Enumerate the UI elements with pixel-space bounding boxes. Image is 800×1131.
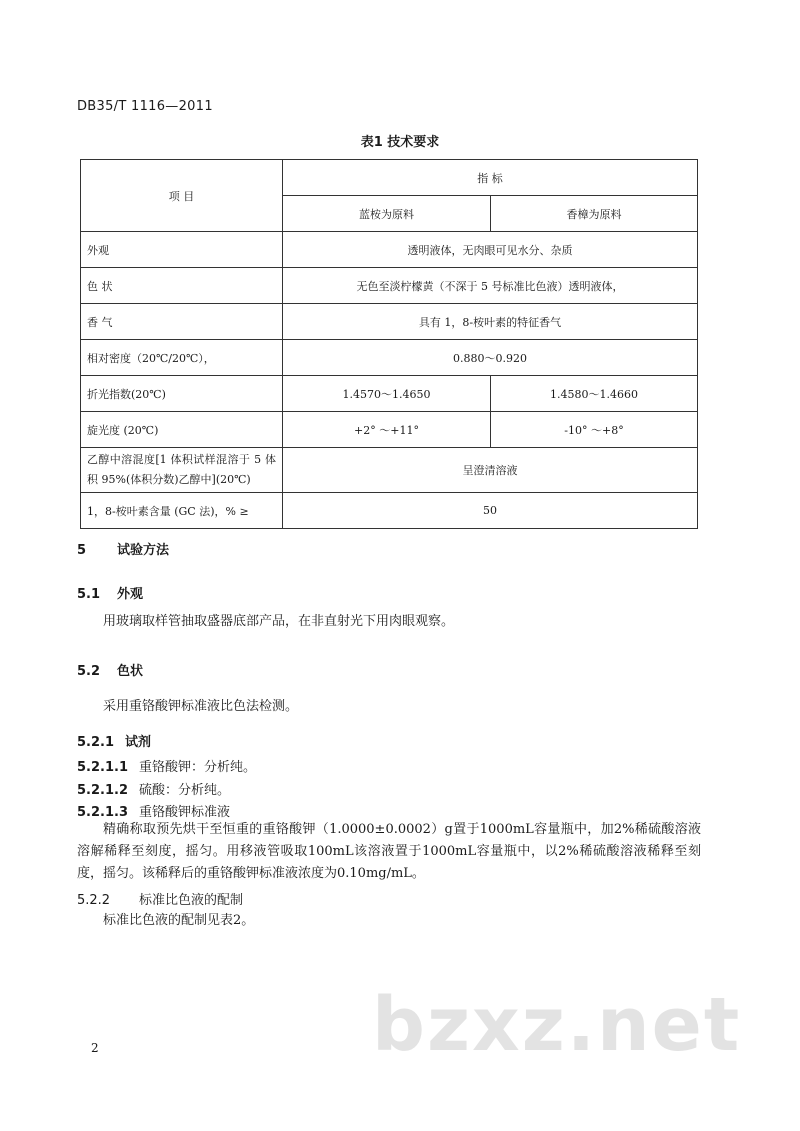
- section-5-2-1-3: [77, 801, 230, 820]
- section-number: 5.1: [77, 587, 101, 602]
- table-row: [81, 412, 698, 448]
- section-text: 硫酸：分析纯。: [139, 783, 231, 798]
- section-5-2-text: 采用重铬酸钾标准液比色法检测。: [103, 699, 299, 714]
- section-number: 5.2: [77, 664, 101, 679]
- section-text: 重铬酸钾：分析纯。: [139, 760, 257, 775]
- section-5-heading: [77, 539, 169, 558]
- header-camphor: 香樟为原料: [491, 196, 698, 232]
- row-value: 呈澄清溶液: [283, 448, 698, 493]
- table-row: [81, 304, 698, 340]
- section-5-2-2-heading: [77, 889, 243, 908]
- row-value-camphor: -10° ～+8°: [491, 412, 698, 448]
- row-value: 无色至淡柠檬黄（不深于 5 号标准比色液）透明液体，: [283, 268, 698, 304]
- table-caption: 表1 技术要求: [360, 135, 440, 150]
- section-5-2-1-2: [77, 779, 230, 798]
- table-row: [81, 376, 698, 412]
- section-title: 试剂: [125, 735, 152, 750]
- section-number: 5.2.1.3: [77, 805, 128, 820]
- row-item: 乙醇中溶混度[1 体积试样混溶于 5 体积 95%(体积分数)乙醇中](20℃): [81, 448, 283, 493]
- page-number: 2: [91, 1041, 99, 1055]
- section-title: 重铬酸钾标准液: [139, 805, 231, 820]
- table-row: [81, 232, 698, 268]
- section-number: 5.2.1.2: [77, 783, 128, 798]
- section-5-2-heading: [77, 660, 143, 679]
- row-item: 折光指数(20℃): [81, 376, 283, 412]
- row-value: 具有 1，8-桉叶素的特征香气: [283, 304, 698, 340]
- table-row: [81, 448, 698, 493]
- row-value: 0.880～0.920: [283, 340, 698, 376]
- row-value-eucalyptus: 1.4570～1.4650: [283, 376, 491, 412]
- row-value-eucalyptus: +2° ～+11°: [283, 412, 491, 448]
- section-title: 试验方法: [117, 543, 170, 558]
- header-eucalyptus: 蓝桉为原料: [283, 196, 491, 232]
- row-value: 透明液体，无肉眼可见水分、杂质: [283, 232, 698, 268]
- document-code: DB35/T 1116—2011: [77, 99, 213, 114]
- watermark: bzxz.net: [372, 982, 742, 1068]
- table-row: [81, 493, 698, 529]
- table-row: [81, 340, 698, 376]
- section-5-1-heading: [77, 583, 143, 602]
- row-value-camphor: 1.4580～1.4660: [491, 376, 698, 412]
- row-item: 1，8-桉叶素含量 (GC 法)，% ≥: [81, 493, 283, 529]
- row-item: 色 状: [81, 268, 283, 304]
- section-title: 标准比色液的配制: [139, 893, 244, 908]
- row-item: 相对密度（20℃/20℃），: [81, 340, 283, 376]
- section-number: 5.2.2: [77, 893, 111, 908]
- header-indicator: 指 标: [283, 160, 698, 196]
- section-title: 外观: [117, 587, 144, 602]
- table-header-row: [81, 160, 698, 196]
- section-5-2-1-1: [77, 756, 256, 775]
- row-value: 50: [283, 493, 698, 529]
- section-5-1-text: 用玻璃取样管抽取盛器底部产品，在非直射光下用肉眼观察。: [103, 614, 455, 629]
- header-item: 项 目: [81, 160, 283, 232]
- section-number: 5.2.1: [77, 735, 115, 750]
- section-5-2-2-text: 标准比色液的配制见表2。: [103, 913, 255, 928]
- row-item: 旋光度 (20℃): [81, 412, 283, 448]
- section-5-2-1-heading: [77, 731, 151, 750]
- table-row: [81, 268, 698, 304]
- row-item: 外观: [81, 232, 283, 268]
- section-title: 色状: [117, 664, 144, 679]
- technical-requirements-table: [80, 159, 698, 529]
- section-number: 5: [77, 543, 87, 558]
- section-number: 5.2.1.1: [77, 760, 128, 775]
- section-5-2-1-3-text: 精确称取预先烘干至恒重的重铬酸钾（1.0000±0.0002）g置于1000mL容量瓶中，加2%稀硫酸溶液溶解稀释至刻度，摇匀。用移液管吸取100mL该溶液置于1000mL容量瓶中，以2%稀硫酸溶液稀释至刻度，摇匀。该稀释后的重铬酸钾标准液浓度为0.10mg/mL。: [77, 822, 701, 881]
- row-item: 香 气: [81, 304, 283, 340]
